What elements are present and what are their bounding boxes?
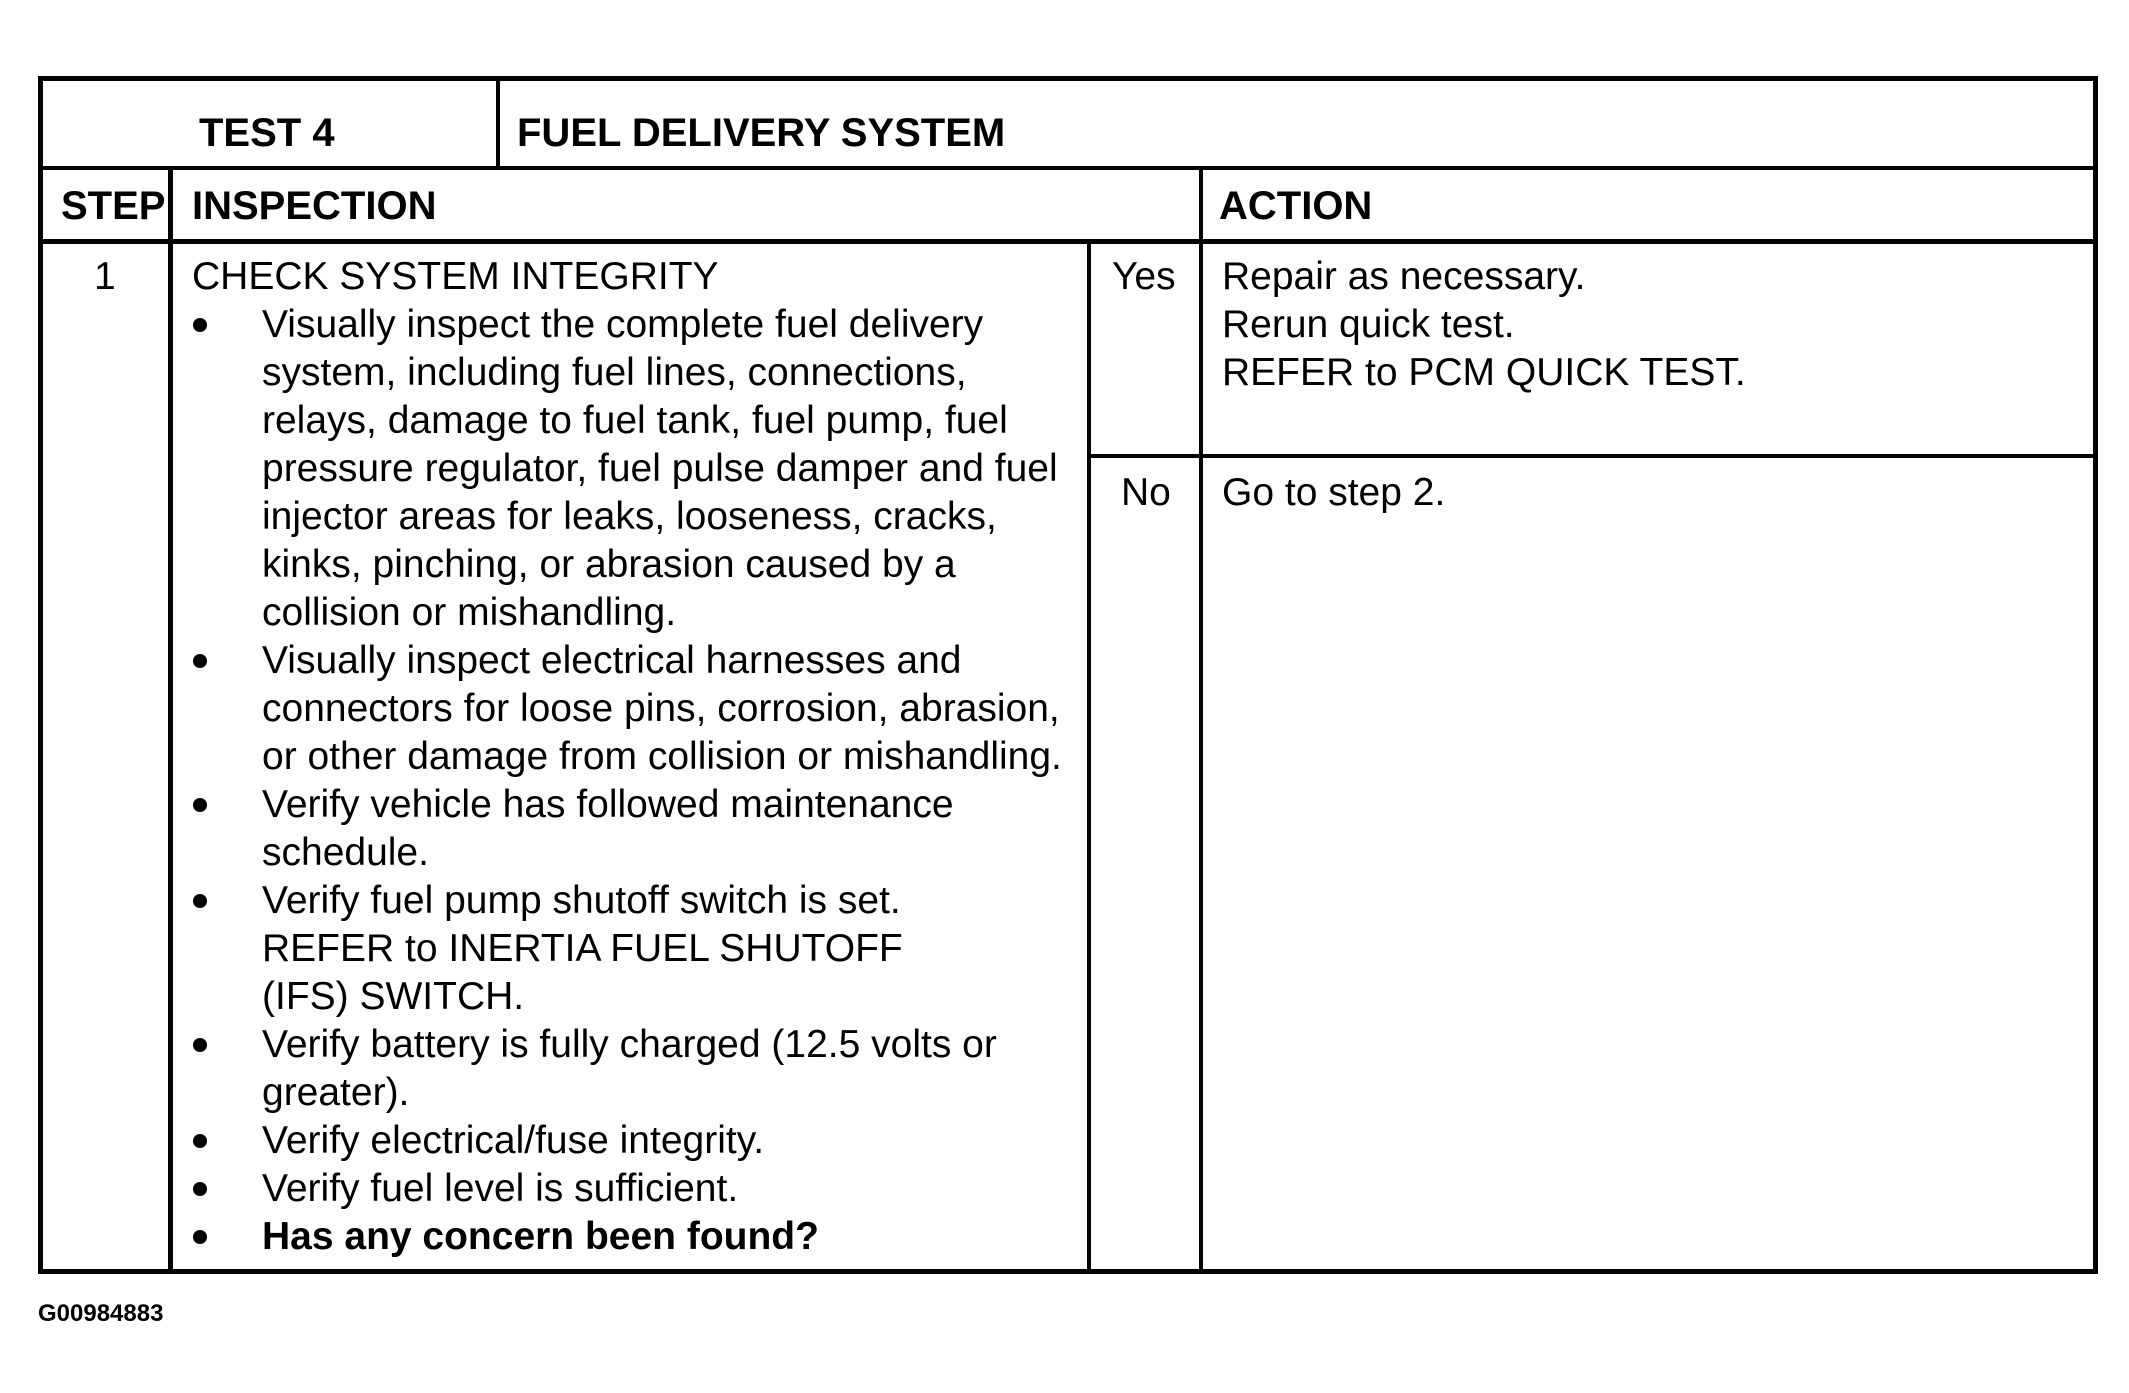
bullet-1-line-5: injector areas for leaks, looseness, cracks, [262,495,997,538]
bullet-7-line-1: Verify fuel level is sufficient. [262,1167,739,1210]
bullet-dot [193,318,207,332]
rule-answer-column [1087,241,1091,1274]
bullet-dot [193,1038,207,1052]
action-yes-line-3: REFER to PCM QUICK TEST. [1222,351,1746,394]
bullet-dot [193,798,207,812]
bullet-dot [193,894,207,908]
bullet-1-line-4: pressure regulator, fuel pulse damper and fuel [262,447,1058,490]
bullet-1-line-7: collision or mishandling. [262,591,677,634]
bullet-2-line-1: Visually inspect electrical harnesses and [262,639,962,682]
rule-below-title [38,166,2098,170]
answer-no: No [1121,471,1171,514]
test-name: FUEL DELIVERY SYSTEM [517,111,1006,155]
inspection-title: CHECK SYSTEM INTEGRITY [192,255,719,298]
figure-id: G00984883 [38,1300,164,1327]
bullet-1-line-3: relays, damage to fuel tank, fuel pump, fuel [262,399,1008,442]
rule-below-headers [38,239,2098,244]
bullet-4-line-1: Verify fuel pump shutoff switch is set. [262,879,901,922]
bullet-1-line-6: kinks, pinching, or abrasion caused by a [262,543,956,586]
test-label: TEST 4 [199,111,335,155]
bullet-2-line-3: or other damage from collision or mishandling. [262,735,1062,778]
bullet-6-line-1: Verify electrical/fuse integrity. [262,1119,765,1162]
bullet-3-line-2: schedule. [262,831,429,874]
column-header-inspection: INSPECTION [192,184,437,228]
bullet-8-question: Has any concern been found? [262,1215,819,1258]
answer-yes: Yes [1112,255,1176,298]
action-yes-line-1: Repair as necessary. [1222,255,1586,298]
action-yes-line-2: Rerun quick test. [1222,303,1515,346]
bullet-dot [193,654,207,668]
bullet-1-line-2: system, including fuel lines, connections, [262,351,967,394]
rule-step-column [168,166,173,1274]
action-no-line-1: Go to step 2. [1222,471,1446,514]
bullet-dot [193,1134,207,1148]
bullet-5-line-2: greater). [262,1071,410,1114]
rule-title-divider [496,76,500,168]
column-header-step: STEP [61,184,166,228]
bullet-1-line-1: Visually inspect the complete fuel delivery [262,303,984,346]
bullet-4-line-2: REFER to INERTIA FUEL SHUTOFF [262,927,903,970]
bullet-2-line-2: connectors for loose pins, corrosion, abrasion, [262,687,1060,730]
rule-yes-no-divider [1089,454,2098,458]
column-header-action: ACTION [1219,184,1373,228]
rule-action-column [1199,166,1203,1274]
bullet-4-line-3: (IFS) SWITCH. [262,975,525,1018]
bullet-dot [193,1182,207,1196]
bullet-dot [193,1230,207,1244]
bullet-3-line-1: Verify vehicle has followed maintenance [262,783,954,826]
step-number: 1 [94,255,116,298]
bullet-5-line-1: Verify battery is fully charged (12.5 volts or [262,1023,997,1066]
